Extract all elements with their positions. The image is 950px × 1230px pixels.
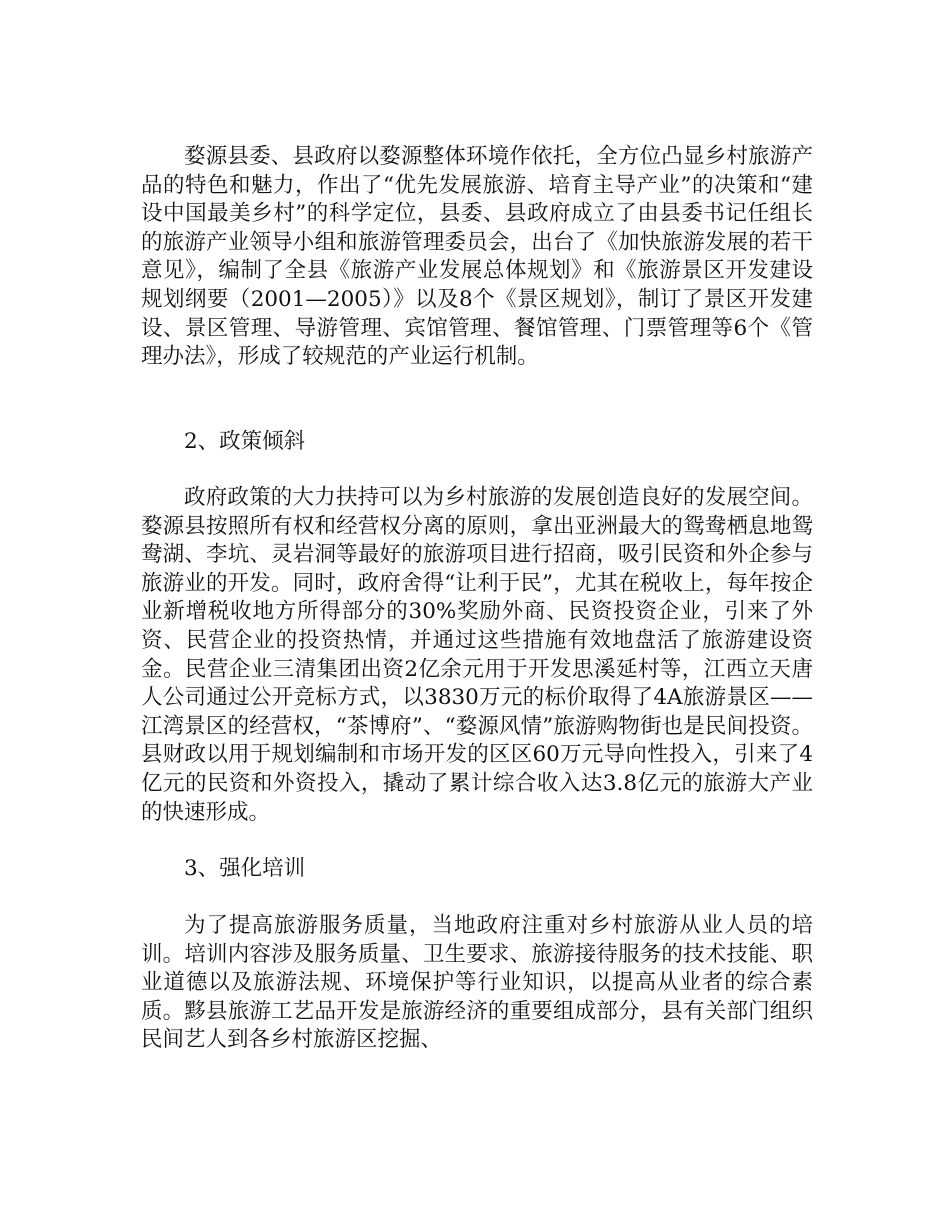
- body-paragraph-training: 为了提高旅游服务质量，当地政府注重对乡村旅游从业人员的培训。培训内容涉及服务质量、卫生要求、旅游接待服务的技术技能、职业道德以及旅游法规、环境保护等行业知识，以提高从业者的综合素质。黟县旅游工艺品开发是旅游经济的重要组成部分，县有关部门组织民间艺人到各乡村旅游区挖掘、: [141, 913, 813, 1053]
- body-paragraph-tourism-planning: 婺源县委、县政府以婺源整体环境作依托，全方位凸显乡村旅游产品的特色和魅力，作出了“优先发展旅游、培育主导产业”的决策和“建设中国最美乡村”的科学定位，县委、县政府成立了由县委书记任组长的旅游产业领导小组和旅游管理委员会，出台了《加快旅游发展的若干意见》，编制了全县《旅游产业发展总体规划》和《旅游景区开发建设规划纲要（2001—2005）》以及8个《景区规划》，制订了景区开发建设、景区管理、导游管理、宾馆管理、餐馆管理、门票管理等6个《管理办法》，形成了较规范的产业运行机制。: [141, 144, 813, 370]
- section-heading-training: 3、强化培训: [184, 856, 306, 881]
- body-paragraph-policy-support: 政府政策的大力扶持可以为乡村旅游的发展创造良好的发展空间。婺源县按照所有权和经营权分离的原则，拿出亚洲最大的鸳鸯栖息地鸳鸯湖、李坑、灵岩洞等最好的旅游项目进行招商，吸引民资和外企参与旅游业的开发。同时，政府舍得“让利于民”，尤其在税收上，每年按企业新增税收地方所得部分的30%奖励外商、民资投资企业，引来了外资、民营企业的投资热情，并通过这些措施有效地盘活了旅游建设资金。民营企业三清集团出资2亿余元用于开发思溪延村等，江西立天唐人公司通过公开竞标方式，以3830万元的标价取得了4A旅游景区——江湾景区的经营权，“茶博府”、“婺源风情”旅游购物街也是民间投资。县财政以用于规划编制和市场开发的区区60万元导向性投入，引来了4亿元的民资和外资投入，撬动了累计综合收入达3.8亿元的旅游大产业的快速形成。: [141, 485, 813, 825]
- section-heading-policy: 2、政策倾斜: [184, 429, 306, 454]
